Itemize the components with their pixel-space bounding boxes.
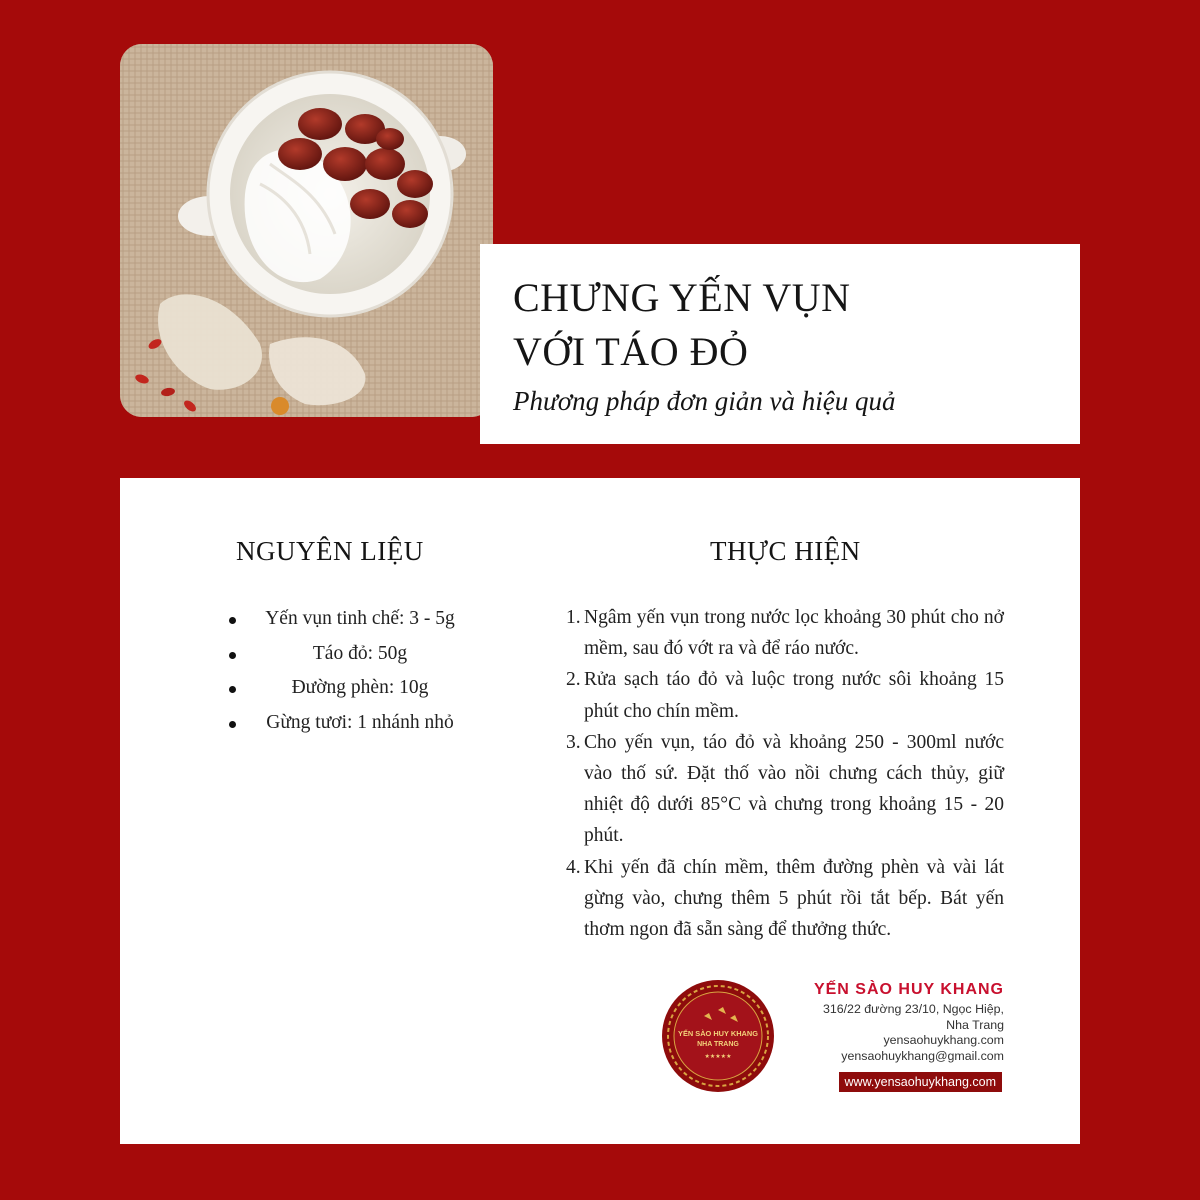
recipe-title-line-1: CHƯNG YẾN VỤN — [513, 275, 851, 320]
bullet-dot-icon — [229, 617, 236, 624]
step-text: Cho yến vụn, táo đỏ và khoảng 250 - 300ml nước vào thố sứ. Đặt thố vào nồi chưng cách thủy, giữ nhiệt độ dưới 85°C và chưng trong khoảng 15 - 20 phút. — [584, 731, 1004, 847]
steps-heading: THỰC HIỆN — [710, 536, 861, 566]
step-number: 2. — [566, 669, 581, 691]
step-item — [566, 602, 1004, 664]
brand-email: yensaohuykhang@gmail.com — [841, 1048, 1004, 1063]
step-text: Rửa sạch táo đỏ và luộc trong nước sôi khoảng 15 phút cho chín mềm. — [584, 669, 1004, 722]
ingredient-item: Táo đỏ: 50g — [215, 637, 485, 672]
bullet-dot-icon — [229, 652, 236, 659]
step-number: 4. — [566, 856, 581, 878]
brand-name: YẾN SÀO HUY KHANG — [813, 981, 1004, 998]
brand-seal-logo — [660, 978, 776, 1094]
ingredients-list — [215, 602, 485, 740]
steps-list — [566, 602, 1004, 945]
bullet-dot-icon — [229, 721, 236, 728]
ingredient-item: Gừng tươi: 1 nhánh nhỏ — [215, 706, 485, 741]
recipe-title-line-2: VỚI TÁO ĐỎ — [513, 329, 749, 374]
step-item — [566, 852, 1004, 946]
brand-domain: yensaohuykhang.com — [883, 1033, 1004, 1047]
website-badge: www.yensaohuykhang.com — [839, 1072, 1002, 1092]
brand-block — [660, 978, 1060, 1118]
step-text: Ngâm yến vụn trong nước lọc khoảng 30 phút cho nở mềm, sau đó vớt ra và để ráo nước. — [584, 607, 1004, 660]
step-item — [566, 664, 1004, 726]
title-card — [480, 244, 1080, 444]
step-text: Khi yến đã chín mềm, thêm đường phèn và vài lát gừng vào, chưng thêm 5 phút rồi tắt bếp. Bát yến thơm ngon đã sẵn sàng để thưởng thức. — [584, 856, 1004, 941]
brand-contact-info — [823, 1002, 1004, 1064]
brand-address-line-1: 316/22 đường 23/10, Ngọc Hiệp, — [822, 1002, 1004, 1016]
svg-text:NHA TRANG: NHA TRANG — [697, 1041, 739, 1048]
step-number: 3. — [566, 731, 581, 753]
step-number: 1. — [566, 607, 581, 628]
ingredient-item: Yến vụn tinh chế: 3 - 5g — [215, 602, 485, 637]
recipe-subtitle: Phương pháp đơn giản và hiệu quả — [513, 386, 896, 416]
brand-address-line-2: Nha Trang — [946, 1017, 1004, 1032]
ingredient-item: Đường phèn: 10g — [215, 671, 485, 706]
ingredients-heading: NGUYÊN LIỆU — [236, 536, 424, 566]
bullet-dot-icon — [229, 686, 236, 693]
recipe-content-card — [120, 478, 1080, 1144]
svg-text:YẾN SÀO HUY KHANG: YẾN SÀO HUY KHANG — [678, 1029, 758, 1038]
step-item — [566, 727, 1004, 852]
food-photo — [120, 44, 493, 417]
svg-text:★★★★★: ★★★★★ — [704, 1053, 732, 1060]
food-photo-illustration — [120, 44, 493, 417]
